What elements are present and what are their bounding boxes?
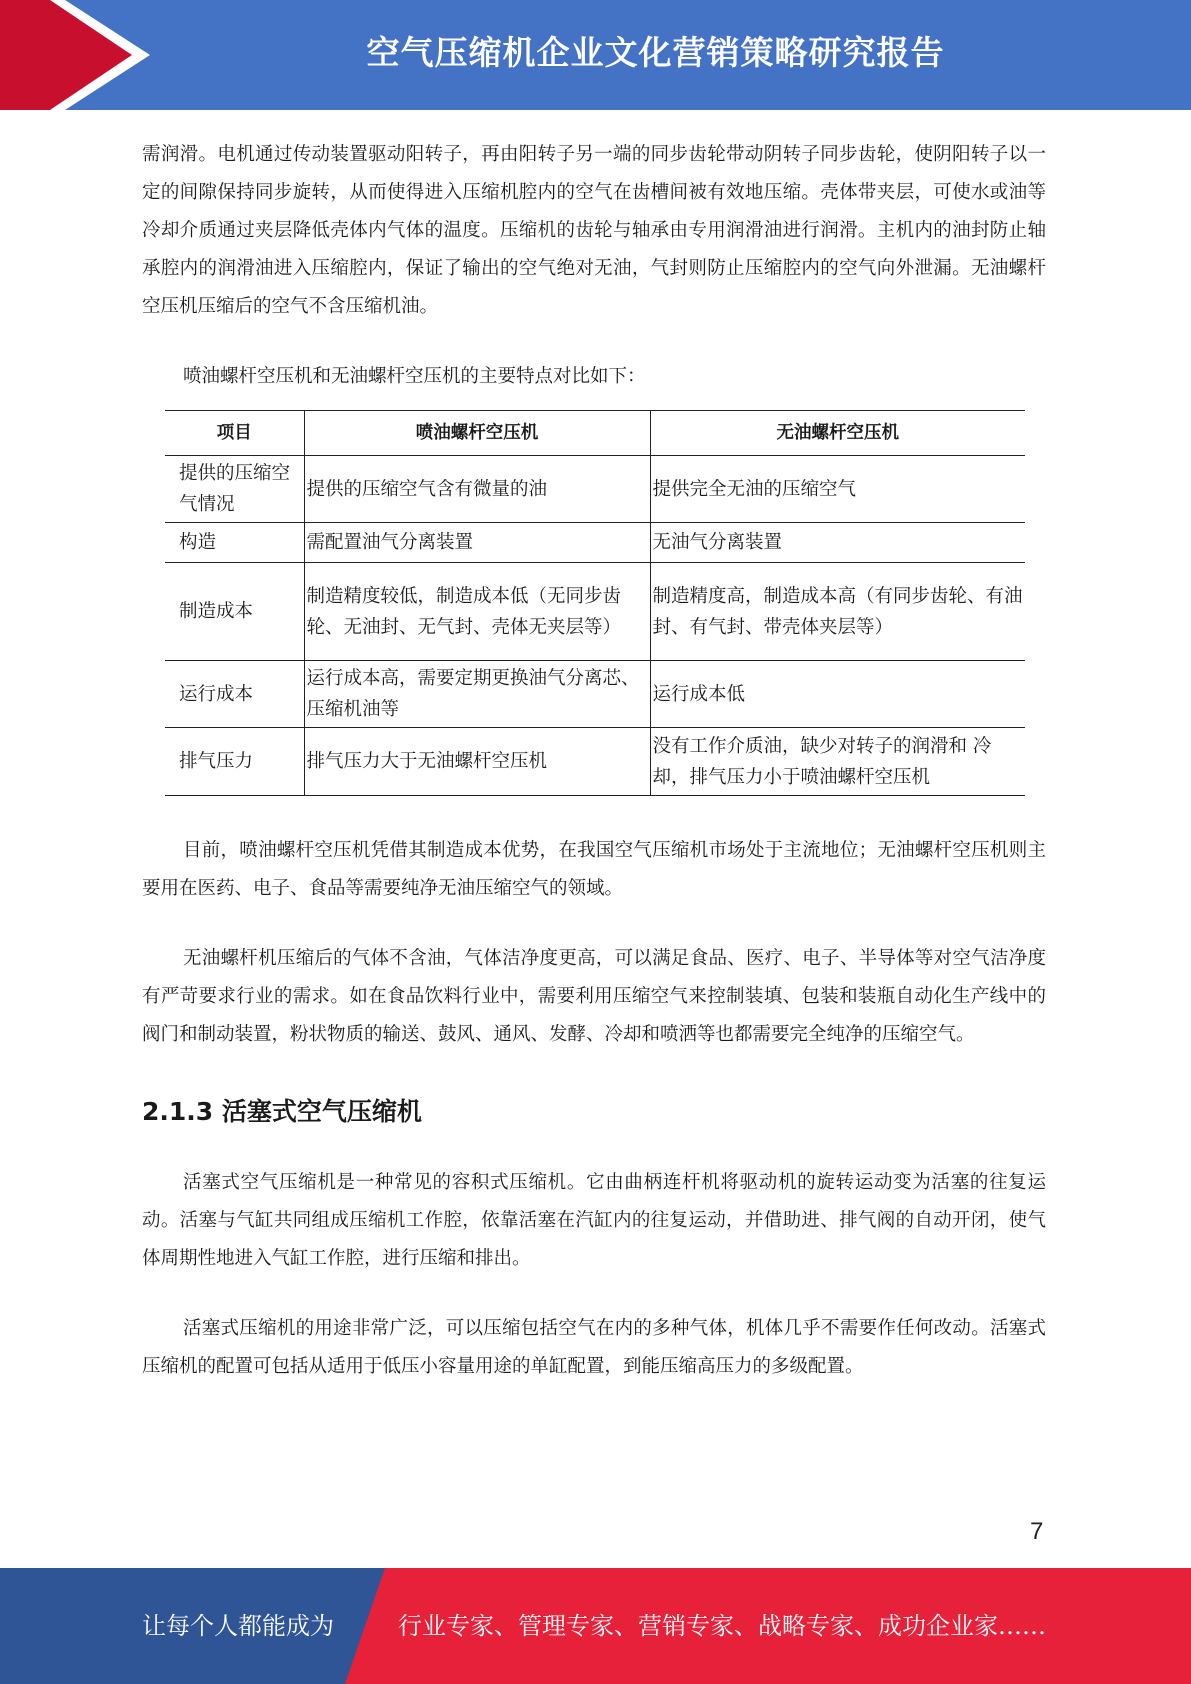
- paragraph-5: 活塞式空气压缩机是一种常见的容积式压缩机。它由曲柄连杆机将驱动机的旋转运动变为活塞的往复运动。活塞与气缸共同组成压缩机工作腔，依靠活塞在汽缸内的往复运动，并借助进、排气阀的自动开闭，使气体周期性地进入气缸工作腔，进行压缩和排出。: [142, 1172, 1046, 1269]
- page-number: 7: [1030, 1518, 1044, 1545]
- section-heading: 2.1.3 活塞式空气压缩机: [142, 1097, 422, 1126]
- table-cell: 排气压力: [165, 728, 304, 796]
- table-cell: 制造精度较低，制造成本低（无同步齿轮、无油封、无气封、壳体无夹层等）: [304, 563, 650, 661]
- table-cell: 提供的压缩空气情况: [165, 456, 304, 523]
- table-header-row: [165, 411, 1025, 456]
- footer-slogan-right: 行业专家、管理专家、营销专家、战略专家、成功企业家……: [398, 1612, 1046, 1640]
- header-arrow-decoration: [0, 0, 160, 110]
- table-row: [165, 661, 1025, 728]
- table-cell: 制造成本: [165, 563, 304, 661]
- table-row: [165, 728, 1025, 796]
- table-header-cell: 喷油螺杆空压机: [304, 411, 650, 456]
- paragraph-4: 无油螺杆机压缩后的气体不含油，气体洁净度更高，可以满足食品、医疗、电子、半导体等对空气洁净度有严苛要求行业的需求。如在食品饮料行业中，需要利用压缩空气来控制装填、包装和装瓶自动化生产线中的阀门和制动装置，粉状物质的输送、鼓风、通风、发酵、冷却和喷洒等也都需要完全纯净的压缩空气。: [142, 948, 1046, 1045]
- page-content: [142, 136, 1046, 1386]
- table-cell: 运行成本: [165, 661, 304, 728]
- table-header-cell: 项目: [165, 411, 304, 456]
- paragraph-6: 活塞式压缩机的用途非常广泛，可以压缩包括空气在内的多种气体，机体几乎不需要作任何改动。活塞式压缩机的配置可包括从适用于低压小容量用途的单缸配置，到能压缩高压力的多级配置。: [142, 1318, 1046, 1377]
- table-row: [165, 456, 1025, 523]
- table-cell: 没有工作介质油，缺少对转子的润滑和 冷却，排气压力小于喷油螺杆空压机: [650, 728, 1025, 796]
- paragraph-2: 喷油螺杆空压机和无油螺杆空压机的主要特点对比如下：: [183, 366, 646, 387]
- table-row: [165, 523, 1025, 563]
- page-header: [0, 0, 1191, 110]
- table-cell: 提供的压缩空气含有微量的油: [304, 456, 650, 523]
- table-cell: 运行成本高，需要定期更换油气分离芯、压缩机油等: [304, 661, 650, 728]
- table-row: [165, 563, 1025, 661]
- table-cell: 提供完全无油的压缩空气: [650, 456, 1025, 523]
- comparison-table: [165, 410, 1025, 796]
- footer-slogan-left: 让每个人都能成为: [142, 1612, 334, 1640]
- table-cell: 构造: [165, 523, 304, 563]
- paragraph-3: 目前，喷油螺杆空压机凭借其制造成本优势，在我国空气压缩机市场处于主流地位；无油螺杆空压机则主要用在医药、电子、食品等需要纯净无油压缩空气的领域。: [142, 840, 1046, 899]
- page-footer: [0, 1568, 1191, 1684]
- paragraph-1: 需润滑。电机通过传动装置驱动阳转子，再由阳转子另一端的同步齿轮带动阴转子同步齿轮，使阴阳转子以一定的间隙保持同步旋转，从而使得进入压缩机腔内的空气在齿槽间被有效地压缩。壳体带夹层，可使水或油等冷却介质通过夹层降低壳体内气体的温度。压缩机的齿轮与轴承由专用润滑油进行润滑。主机内的油封防止轴承腔内的润滑油进入压缩腔内，保证了输出的空气绝对无油，气封则防止压缩腔内的空气向外泄漏。无油螺杆空压机压缩后的空气不含压缩机油。: [142, 144, 1046, 317]
- table-header-cell: 无油螺杆空压机: [650, 411, 1025, 456]
- table-cell: 排气压力大于无油螺杆空压机: [304, 728, 650, 796]
- report-title: 空气压缩机企业文化营销策略研究报告: [366, 33, 945, 72]
- table-cell: 无油气分离装置: [650, 523, 1025, 563]
- table-cell: 需配置油气分离装置: [304, 523, 650, 563]
- table-cell: 制造精度高，制造成本高（有同步齿轮、有油封、有气封、带壳体夹层等）: [650, 563, 1025, 661]
- table-cell: 运行成本低: [650, 661, 1025, 728]
